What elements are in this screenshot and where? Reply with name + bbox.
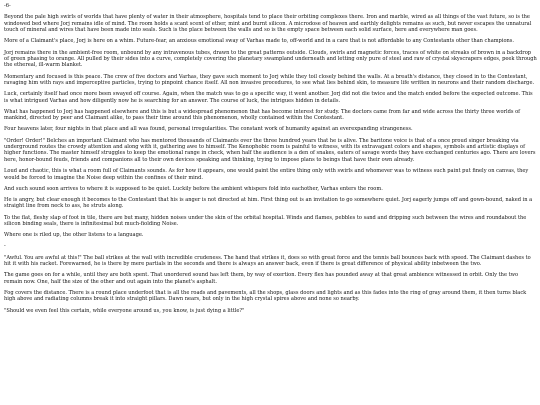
paragraph-13: Where one is riled up, the other listens to a language. bbox=[4, 232, 144, 239]
paragraph-1: Beyond the pale high swirls of worlds that have plenty of water in their atmosphere, hospitals tend to place their orbiting complexes there. Iron and marble, wired as all things of the vast future, so is the windowed bed where Jorj remains idle of mind. The room holds a scant scent of ether, mint and burnt silicon. A microdose of heaven and earthly delights remains as such, but never escapes the unnatural touch of mineral and wires that have been made into seals. Such is the place between the walls and so is the empty space between each solid surface, here and everywhere man goes. bbox=[4, 14, 532, 34]
paragraph-14: "Awful. You are awful at this!" The ball strikes at the wall with incredible crudeness. The hand that strikes it, does so with great force and the tennis ball bounces back with speed. The Claimant dashes to hit it with his racket. Forewarned, he is there by mere partials in the seconds and there is always an answer back, even if there is great difference of physical ability inbetween the two. bbox=[4, 254, 531, 268]
paragraph-10: And such sound soon arrives to where it is supposed to be quiet. Luckily before the ambient whispers fold into eachother, Varhas enters the room. bbox=[4, 185, 383, 192]
page-number: -6- bbox=[4, 3, 11, 9]
paragraph-16: Fog covers the distance. There is a round place underfoot that is all the roads and pavements, all the shops, glass doors and lights and as this fades into the ring of gray around them, it then turns black high above and radiating columns break it into straight pillars. Dawn nears, but only in the high crystal spires above and none so nearby. bbox=[4, 289, 527, 303]
paragraph-17: "Should we even feel this certain, while everyone around us, you know, is just dying a little?" bbox=[4, 307, 245, 314]
paragraph-3: Jorj remains there in the ambient-free room, unbound by any intravenous tubes, drawn to the great patterns outside. Clouds, swirls and magnetic forces, traces of white on streaks of brown in a backdrop of green phasing to orange. All pulled by their sides into a curve, completely covering the planetary swampland underneath and letting only pure of steel and raw of crystal skyscrapers edges, peek through the ethereal, ill-warm blanket. bbox=[4, 49, 537, 69]
paragraph-6: What has happened to Jorj has happened elsewhere and this is but a widespread phenomenon that has become interest for study. The doctors came from far and wide across the thirty three worlds of mankind, directed by peer and Claimant alike, to pass their time around this phenomenon, wholly contained within the Contestant. bbox=[4, 108, 521, 122]
paragraph-15: The game goes on for a while, until they are both spent. That unordered sound has left them, by way of exertion. Every flex has pounded away at that great ambience witnessed in orbit. Only the two remain now. One, half the size of the other and out again into the planet's asphalt. bbox=[4, 272, 519, 285]
paragraph-4: Momentary and focused is this peace. The crew of five doctors and Varhas, they gave such moment to Jorj while they toil closely behind the walls. At a breath's distance, they closed in to the Contestant, ravaging him with rays and imperceptive particles, trying to pinpoint chance itself. All non invasive procedures, to see what lies behind skin, to measure life written in neurons and their random discharge. bbox=[4, 73, 535, 87]
paragraph-11: He is angry, but clear enough it becomes to the Contestant that his is anger is not directed at him. First thing out is an invitation to go somewhere quiet. Jorj eagerly jumps off and gown-bound, naked in a straight line from neck to ass, he struts along. bbox=[4, 196, 533, 210]
section-separator: - bbox=[4, 243, 6, 250]
paragraph-5: Luck, certainly itself had once more been swayed off course. Again, when the match was to go a specific way, it went another. Jorj did not die twice and the match ended before the expected outcome. This is what intrigued Varhas and how diligently now he is searching for an answer. The course of luck, the intrigues hidden in details. bbox=[4, 91, 533, 104]
paragraph-9: Loud and chaotic, this is what a room full of Claimants sounds. As for how it appears, one would paint the entire thing only with swirls and whomever was to witness such paint put finely on canvas, they would be forced to imagine the Noise deep within the confines of their mind. bbox=[4, 168, 529, 181]
paragraph-12: To the flat, fleshy slap of foot in tile, there are but many, hidden noises under the skin of the orbital hospital. Winds and flames, pebbles to sand and dripping such between the wires and roundabout the silicon binding seals, there is infinitesimal but much-fiolding Noise. bbox=[4, 214, 527, 227]
paragraph-2: More of a Claimant's place, Jorj is here on a whim. Future-fear, an anxious emotional sway of Varhas made to, off-world and in a care that is not affordable to any Contestants other than champions. bbox=[4, 38, 515, 45]
paragraph-7: Four heavens later, four nights in that place and all was found, personal irregularities. The constant work of humanity against an everexpanding strangeness. bbox=[4, 126, 413, 133]
paragraph-8: "Order! Order!" Belches an important Claimant who has mentored thousands of Claimants over the three hundred years that he is alive. The baritone voice is that of a once proud singer breaking via underground routes the crowdy attention and along with it, gathering awe to himself. The Kenophobic room is painful to witness, with its extravagant colors and shapes, symbols and artistic displays of higher functions. The master himself struggles to keep the emotional range in check, when half the audience is a den of snakes, eaters of savage words they have exchanged centuries ago. There are lovers here, honor-bound feuds, friends and companions all to their own devices speaking and thinking, trying to impose plans to beings that have their own already. bbox=[4, 137, 536, 163]
